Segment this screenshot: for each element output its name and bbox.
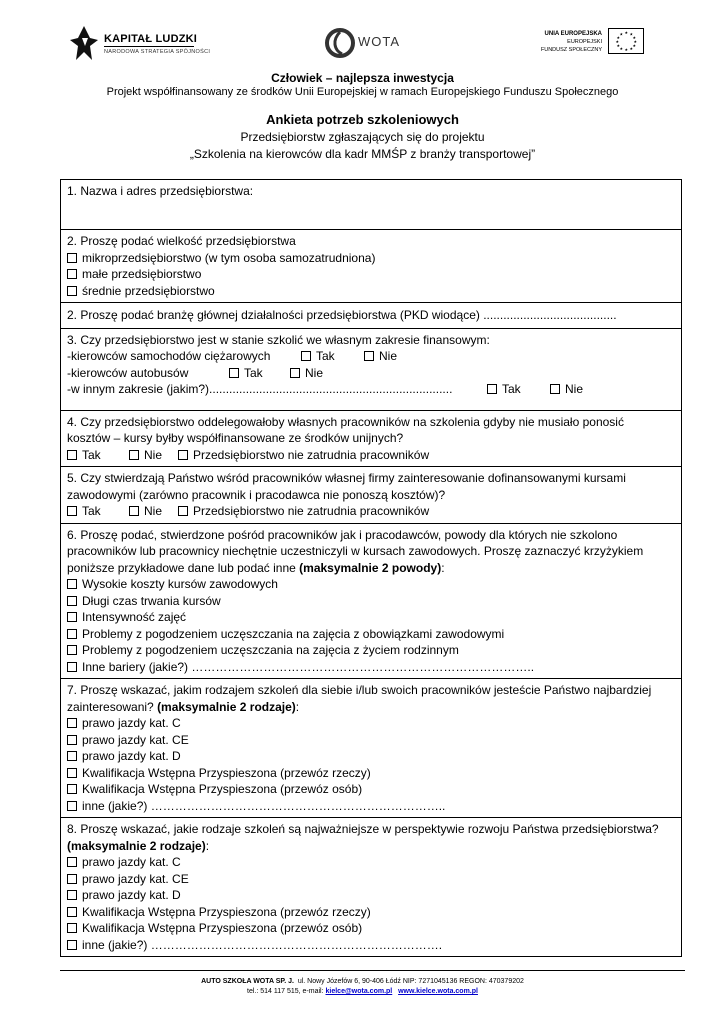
option-license-d[interactable]: prawo jazdy kat. D bbox=[67, 748, 675, 765]
checkbox[interactable] bbox=[67, 801, 77, 811]
checkbox-no[interactable] bbox=[550, 384, 560, 394]
option-license-ce[interactable]: prawo jazdy kat. CE bbox=[67, 871, 675, 888]
section-interest bbox=[61, 467, 681, 524]
kapital-ludzki-divider bbox=[104, 46, 194, 47]
option-license-ce[interactable]: prawo jazdy kat. CE bbox=[67, 732, 675, 749]
svg-text:★: ★ bbox=[632, 43, 637, 48]
eu-line1: UNIA EUROPEJSKA bbox=[544, 31, 602, 37]
q5-options: Tak Nie Przedsiębiorstwo nie zatrudnia pracowników bbox=[67, 503, 675, 520]
subtitle-1: Przedsiębiorstw zgłaszających się do projektu bbox=[240, 130, 485, 144]
checkbox[interactable] bbox=[67, 907, 77, 917]
option-license-d[interactable]: prawo jazdy kat. D bbox=[67, 887, 675, 904]
checkbox[interactable] bbox=[67, 269, 77, 279]
checkbox[interactable] bbox=[67, 784, 77, 794]
q6-line2: pracowników lub pracownicy niechętnie uczestniczyli w kursach zawodowych. Proszę zaznaczyć krzyżykiem bbox=[67, 544, 644, 558]
footer-divider bbox=[60, 970, 685, 971]
q3-row-other: -w innym zakresie (jakim?)......................................................................... Tak Nie bbox=[67, 382, 584, 396]
checkbox[interactable] bbox=[67, 612, 77, 622]
option-small[interactable]: małe przedsiębiorstwo bbox=[67, 266, 675, 283]
checkbox[interactable] bbox=[67, 596, 77, 606]
checkbox[interactable] bbox=[67, 718, 77, 728]
checkbox-yes[interactable] bbox=[301, 351, 311, 361]
q4-line1: 4. Czy przedsiębiorstwo oddelegowałoby własnych pracowników na szkolenia gdyby nie musiało ponosić bbox=[67, 414, 624, 429]
footer-address: ul. Nowy Józefów 6, 90-406 Łódź NIP: 7271045136 REGON: 470379202 bbox=[297, 978, 524, 985]
option-barrier-family[interactable]: Problemy z pogodzeniem uczęszczania na zajęcia z życiem rodzinnym bbox=[67, 642, 675, 659]
checkbox[interactable] bbox=[67, 857, 77, 867]
option-license-c[interactable]: prawo jazdy kat. C bbox=[67, 715, 675, 732]
q3-row-trucks: -kierowców samochodów ciężarowych Tak Nie bbox=[67, 349, 398, 363]
eu-text bbox=[541, 30, 602, 54]
q7-line2: zainteresowani? (maksymalnie 2 rodzaje): bbox=[67, 699, 300, 714]
eu-flag-icon bbox=[608, 28, 644, 54]
checkbox-yes[interactable] bbox=[67, 450, 77, 460]
checkbox[interactable] bbox=[67, 253, 77, 263]
wota-logo bbox=[324, 26, 414, 62]
svg-text:★: ★ bbox=[629, 46, 634, 51]
q3-label: 3. Czy przedsiębiorstwo jest w stanie szkolić we własnym zakresie finansowym: bbox=[67, 332, 490, 347]
wota-wordmark: WOTA bbox=[358, 34, 401, 49]
checkbox[interactable] bbox=[67, 940, 77, 950]
q4-options: Tak Nie Przedsiębiorstwo nie zatrudnia pracowników bbox=[67, 447, 675, 464]
section-industry[interactable] bbox=[61, 303, 681, 329]
svg-text:★: ★ bbox=[616, 35, 621, 40]
q5-line1: 5. Czy stwierdzają Państwo wśród pracowników własnej firmy zainteresowanie dofinansowanymi kursami bbox=[67, 471, 626, 485]
checkbox-yes[interactable] bbox=[487, 384, 497, 394]
eu-logo bbox=[520, 28, 650, 64]
checkbox-yes[interactable] bbox=[67, 506, 77, 516]
svg-text:★: ★ bbox=[624, 47, 629, 52]
svg-text:★: ★ bbox=[632, 35, 637, 40]
checkbox[interactable] bbox=[67, 735, 77, 745]
checkbox[interactable] bbox=[67, 629, 77, 639]
footer-website-link[interactable]: www.kielce.wota.com.pl bbox=[398, 988, 478, 995]
option-barrier-work[interactable]: Problemy z pogodzeniem uczęszczania na zajęcia z obowiązkami zawodowymi bbox=[67, 626, 675, 643]
option-barrier-intensity[interactable]: Intensywność zajęć bbox=[67, 609, 675, 626]
q8-line2: (maksymalnie 2 rodzaje): bbox=[67, 838, 210, 853]
eu-line3: FUNDUSZ SPOŁECZNY bbox=[540, 47, 602, 53]
checkbox[interactable] bbox=[67, 768, 77, 778]
q6-line1: 6. Proszę podać, stwierdzone pośród pracowników jak i pracodawców, powody dla których nie szkolono bbox=[67, 527, 618, 542]
checkbox-no[interactable] bbox=[129, 506, 139, 516]
section-self-funding bbox=[61, 329, 681, 411]
q7-line1: 7. Proszę wskazać, jakim rodzajem szkoleń dla siebie i/lub swoich pracowników jesteście Państwo najbardziej bbox=[67, 683, 652, 697]
footer-company: AUTO SZKOŁA WOTA SP. J. bbox=[201, 978, 294, 985]
section-training-priority bbox=[61, 818, 681, 957]
checkbox[interactable] bbox=[67, 751, 77, 761]
checkbox[interactable] bbox=[67, 923, 77, 933]
checkbox[interactable] bbox=[67, 890, 77, 900]
svg-text:★: ★ bbox=[629, 31, 634, 37]
footer-contact-line bbox=[0, 988, 725, 995]
checkbox-no[interactable] bbox=[290, 368, 300, 378]
option-medium[interactable]: średnie przedsiębiorstwo bbox=[67, 283, 675, 300]
checkbox-no[interactable] bbox=[129, 450, 139, 460]
kapital-ludzki-subtitle: NARODOWA STRATEGIA SPÓJNOŚCI bbox=[104, 49, 211, 55]
checkbox-yes[interactable] bbox=[229, 368, 239, 378]
option-qualification-passengers[interactable]: Kwalifikacja Wstępna Przyspieszona (przewóz osób) bbox=[67, 920, 675, 937]
q4-line2: kosztów – kursy byłby współfinansowane ze środków unijnych? bbox=[67, 431, 404, 445]
option-other[interactable]: inne (jakie?) ……………………………………………………………….. bbox=[67, 798, 675, 815]
svg-text:★: ★ bbox=[624, 30, 629, 35]
header-logos bbox=[0, 20, 725, 72]
project-line: Projekt współfinansowany ze środków Unii Europejskiej w ramach Europejskiego Funduszu Społecznego bbox=[106, 86, 619, 98]
option-barrier-other[interactable]: Inne bariery (jakie?) ………………………………………………………………………….. bbox=[67, 659, 675, 676]
svg-text:★: ★ bbox=[619, 31, 624, 37]
wota-emblem-icon bbox=[324, 26, 356, 60]
section-company-size bbox=[61, 230, 681, 303]
checkbox[interactable] bbox=[67, 579, 77, 589]
q2-label: 2. Proszę podać wielkość przedsiębiorstwa bbox=[67, 234, 296, 248]
svg-text:★: ★ bbox=[633, 39, 638, 44]
subtitle-2: „Szkolenia na kierowców dla kadr MMŚP z branży transportowej” bbox=[189, 147, 536, 161]
footer-address-line bbox=[0, 978, 725, 985]
checkbox-no-employees[interactable] bbox=[178, 506, 188, 516]
kapital-ludzki-logo bbox=[70, 24, 220, 68]
option-other[interactable]: inne (jakie?) ………………………………………………………………. bbox=[67, 937, 675, 954]
section-delegation bbox=[61, 411, 681, 468]
checkbox[interactable] bbox=[67, 662, 77, 672]
q3-row-buses: -kierowców autobusów Tak Nie bbox=[67, 365, 324, 380]
q6-line3: poniższe przykładowe dane lub podać inne (maksymalnie 2 powody): bbox=[67, 560, 445, 575]
motto: Człowiek – najlepsza inwestycja bbox=[271, 71, 454, 85]
survey-form bbox=[60, 179, 682, 957]
checkbox[interactable] bbox=[67, 286, 77, 296]
svg-text:★: ★ bbox=[615, 39, 620, 44]
checkbox[interactable] bbox=[67, 874, 77, 884]
kapital-ludzki-title: KAPITAŁ LUDZKI bbox=[104, 33, 198, 45]
option-barrier-duration[interactable]: Długi czas trwania kursów bbox=[67, 593, 675, 610]
svg-text:★: ★ bbox=[619, 46, 624, 51]
q5-line2: zawodowymi (zarówno pracownik i pracodawca nie ponoszą kosztów)? bbox=[67, 487, 446, 502]
checkbox-no-employees[interactable] bbox=[178, 450, 188, 460]
eu-line2: EUROPEJSKI bbox=[567, 39, 602, 45]
option-license-c[interactable]: prawo jazdy kat. C bbox=[67, 854, 675, 871]
q2b-label: 2. Proszę podać branżę głównej działalności przedsiębiorstwa (PKD wiodące) ........................................ bbox=[67, 308, 617, 322]
option-qualification-goods[interactable]: Kwalifikacja Wstępna Przyspieszona (przewóz rzeczy) bbox=[67, 904, 675, 921]
q8-line1: 8. Proszę wskazać, jakie rodzaje szkoleń są najważniejsze w perspektywie rozwoju Państwa przedsiębiorstwa? bbox=[67, 822, 659, 836]
section-company-name[interactable] bbox=[61, 180, 681, 230]
section-barriers bbox=[61, 524, 681, 680]
footer-email-link[interactable]: kielce@wota.com.pl bbox=[325, 988, 393, 995]
footer-phone: tel.: 514 117 515, e-mail: bbox=[247, 988, 326, 995]
section-training-interest bbox=[61, 679, 681, 818]
page-title: Ankieta potrzeb szkoleniowych bbox=[266, 112, 459, 127]
checkbox-no[interactable] bbox=[364, 351, 374, 361]
option-qualification-passengers[interactable]: Kwalifikacja Wstępna Przyspieszona (przewóz osób) bbox=[67, 781, 675, 798]
q1-label: 1. Nazwa i adres przedsiębiorstwa: bbox=[67, 184, 254, 198]
kapital-ludzki-emblem-icon bbox=[70, 24, 100, 64]
option-qualification-goods[interactable]: Kwalifikacja Wstępna Przyspieszona (przewóz rzeczy) bbox=[67, 765, 675, 782]
option-barrier-cost[interactable]: Wysokie koszty kursów zawodowych bbox=[67, 576, 675, 593]
option-micro[interactable]: mikroprzedsiębiorstwo (w tym osoba samozatrudniona) bbox=[67, 250, 675, 267]
svg-text:★: ★ bbox=[616, 43, 621, 48]
checkbox[interactable] bbox=[67, 645, 77, 655]
